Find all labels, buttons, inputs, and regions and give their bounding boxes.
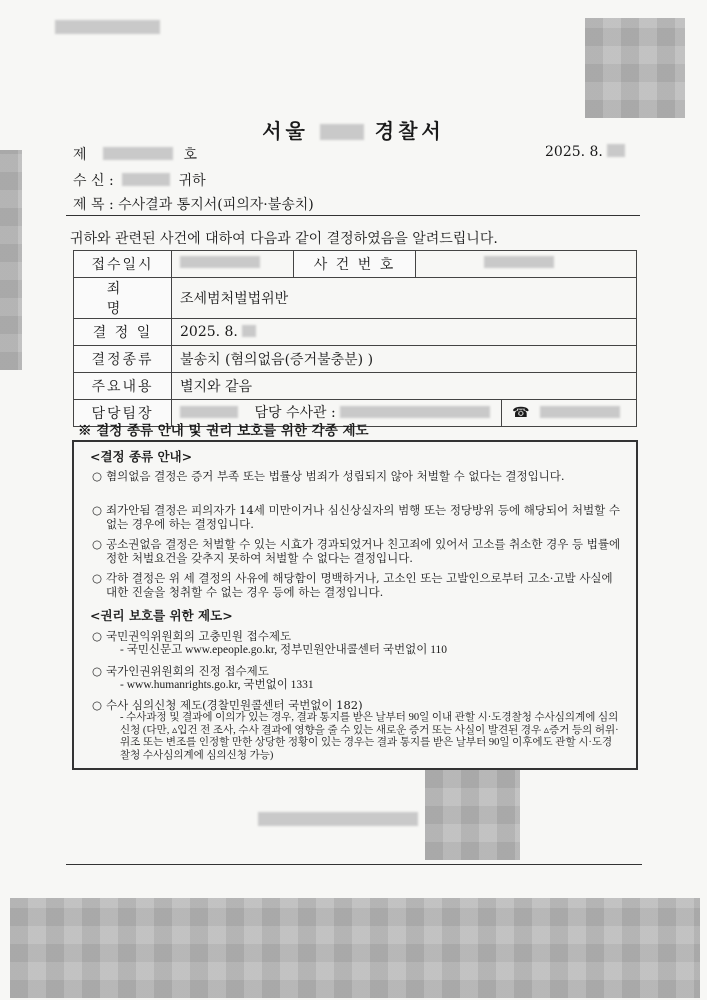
rights-item: ○ 수사 심의신청 제도(경찰민원콜센터 국번없이 182) - 수사과정 및 결과에 이의가 있는 경우, 결과 통지를 받은 날부터 90일 이내 관할 시·도경찰청 수사심의계에 심의신청 (다만, ▵입건 전 조사, 수사 결과에 영향을 줄 수 있는 새로운 증거 또는 사실이 발견된 경우 ▵증거 등의 허위·위조 또는 변조를 인정할 만한 상당한 정황이 있는 경우는 결과 통지를 받은 날부터 90일 이후에도 관할 시·도경찰청 수사심의계에 심의신청 가능) xyxy=(92,698,619,761)
redacted-investigator xyxy=(340,406,490,418)
investigator-label: 담당 수사관 : xyxy=(254,405,336,421)
decision-date-label: 결 정 일 xyxy=(74,319,172,346)
decision-date-value: 2025. 8. xyxy=(172,319,637,346)
charge-value: 조세범처벌법위반 xyxy=(172,278,637,319)
office-title: 서울 경찰서 xyxy=(262,119,445,143)
subject-text: 수사결과 통지서(피의자·불송치) xyxy=(118,197,314,213)
team-leader-label: 담당팀장 xyxy=(74,400,172,427)
subject-row: 제 목 : 수사결과 통지서(피의자·불송치) xyxy=(73,197,314,213)
case-number-value xyxy=(416,251,637,278)
case-info-table xyxy=(73,250,637,427)
redacted-signature-line xyxy=(258,812,418,826)
redacted-office-name xyxy=(320,124,364,140)
redacted-margin-strip xyxy=(0,150,22,370)
decision-guide-heading: <결정 종류 안내> xyxy=(90,449,193,464)
rights-item: ○ 국민권익위원회의 고충민원 접수제도 - 국민신문고 www.epeople.go.kr, 정부민원안내콜센터 국번없이 110 xyxy=(92,629,448,656)
redacted-footer-block xyxy=(10,898,700,998)
receipt-date-label: 접수일시 xyxy=(74,251,172,278)
guide-box xyxy=(72,440,638,770)
guide-item: ○ 죄가안됨 결정은 피의자가 14세 미만이거나 심신상실자의 범행 또는 정당방위 등에 해당되어 처벌할 수 없는 경우에 하는 결정입니다. xyxy=(92,503,620,531)
redacted-team-leader xyxy=(180,406,238,418)
recipient-row: 수 신 : 귀하 xyxy=(73,173,206,189)
charge-label: 죄 명 xyxy=(74,278,172,319)
phone-icon: ☎ xyxy=(512,405,530,421)
guide-item: ○ 공소권없음 결정은 처벌할 수 있는 시효가 경과되었거나 친고죄에 있어서 고소를 취소한 경우 등 법률에 정한 처벌요건을 갖추지 못하여 처벌할 수 없다는 결정입니다. xyxy=(92,537,621,565)
intro-text: 귀하와 관련된 사건에 대하여 다음과 같이 결정하였음을 알려드립니다. xyxy=(70,231,498,247)
rights-heading: <권리 보호를 위한 제도> xyxy=(90,608,233,623)
footer-divider xyxy=(66,864,642,865)
header-divider xyxy=(66,215,640,216)
redacted-seal-image xyxy=(585,18,685,118)
redacted-doc-number xyxy=(103,147,173,160)
case-number-label: 사 건 번 호 xyxy=(294,251,416,278)
decision-type-label: 결정종류 xyxy=(74,346,172,373)
document-date: 2025. 8. xyxy=(545,144,625,160)
guide-item: ○ 각하 결정은 위 세 결정의 사유에 해당함이 명백하거나, 고소인 또는 고발인으로부터 고소·고발 사실에 대한 진술을 청취할 수 없는 경우 등에 하는 결정입니다. xyxy=(92,571,613,599)
redacted-phone-number xyxy=(540,406,620,418)
decision-type-value: 불송치 (혐의없음(증거불충분) ) xyxy=(172,346,637,373)
redacted-recipient-name xyxy=(122,173,170,186)
rights-item: ○ 국가인권위원회의 진정 접수제도 - www.humanrights.go.kr, 국번없이 1331 xyxy=(92,664,314,691)
doc-number-row: 제 호 xyxy=(73,147,197,163)
main-content-label: 주요내용 xyxy=(74,373,172,400)
redacted-day xyxy=(607,144,625,157)
redacted-header-text xyxy=(55,20,160,34)
notice-title: ※ 결정 종류 안내 및 권리 보호를 위한 각종 제도 xyxy=(78,423,369,439)
redacted-stamp-image xyxy=(425,770,520,860)
main-content-value: 별지와 같음 xyxy=(172,373,637,400)
receipt-date-value xyxy=(172,251,294,278)
guide-item: ○ 혐의없음 결정은 증거 부족 또는 법률상 범죄가 성립되지 않아 처벌할 수 없다는 결정입니다. xyxy=(92,469,565,483)
